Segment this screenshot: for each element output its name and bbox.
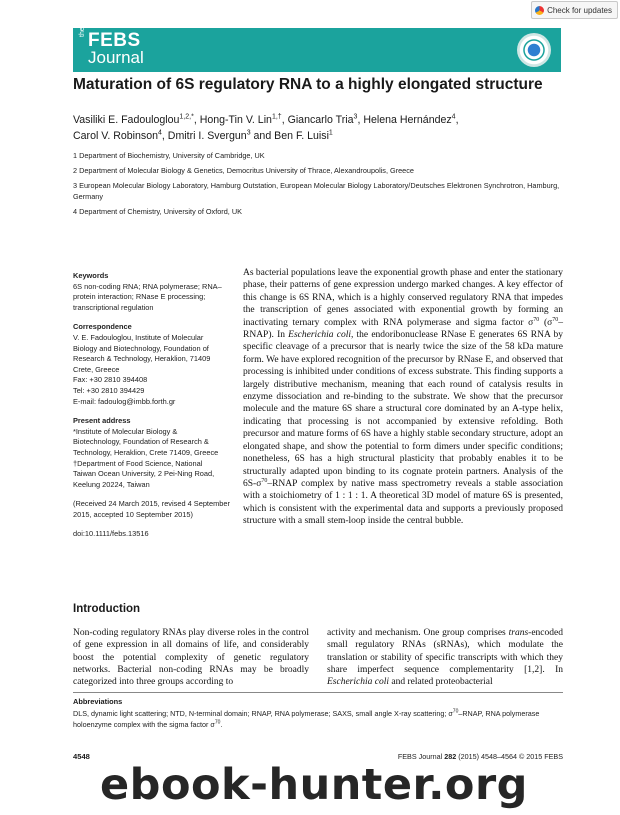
abstract-species: Escherichia coli — [288, 330, 351, 341]
abstract-text: (σ — [539, 317, 553, 328]
present-address-line: Taiwan Ocean University, 2 Pei-Ning Road, — [73, 469, 215, 479]
abbrev-text: –RNAP, RNA polymerase holoenzyme complex with the sigma factor σ — [73, 709, 540, 729]
affiliation: 3 European Molecular Biology Laboratory, Hamburg Outstation, European Molecular Biology Laboratory/Deutsches Elektronen Synchrotron, Hamburg, Germany — [73, 181, 560, 202]
intro-column-left: Non-coding regulatory RNAs play diverse roles in the control of gene expression in all domains of life, and considerably boost the potential complexity of genetic regulatory networks. Bacterial non-coding RNAs may be broadly categorized into three groups according to — [73, 628, 309, 688]
footer-copyright: (2015) 4548–4564 © 2015 FEBS — [456, 752, 563, 761]
check-for-updates-button[interactable] — [531, 1, 618, 19]
doi-link[interactable]: doi:10.1111/febs.13516 — [73, 529, 149, 539]
page-number: 4548 — [73, 752, 90, 761]
present-address-line: *Institute of Molecular Biology & — [73, 426, 178, 436]
footer-volume: 282 — [444, 752, 457, 761]
correspondence-line: Biology and Biotechnology, Foundation of — [73, 343, 209, 353]
author-affil-marker: 4 — [451, 113, 456, 121]
present-address-line: Technology, Heraklion, Crete 71409, Greece — [73, 447, 219, 457]
present-address-heading: Present address — [73, 416, 131, 426]
correspondence-line: Crete, Greece — [73, 364, 120, 374]
correspondence-tel: Tel: +30 2810 394429 — [73, 385, 145, 395]
abstract-text: –RNAP complex by native mass spectrometry reveals a stable association with a stoichiometry of 1 : 1 : 1. A theoretical 3D model of mature 6S is presented, which is consistent with the experimental data and supports a previously proposed structure with a small stem-loop inside the central bubble. — [243, 478, 563, 527]
received-dates: (Received 24 March 2015, revised 4 September 2015, accepted 10 September 2015) — [73, 499, 230, 519]
article-sidebar — [73, 271, 233, 540]
footer-journal: FEBS Journal — [397, 752, 445, 761]
abbrev-sup: 70 — [214, 719, 221, 726]
keywords-text: 6S non-coding RNA; RNA polymerase; RNA–protein interaction; RNase E processing; transcriptional regulation — [73, 281, 222, 312]
intro-text: activity and mechanism. One group comprises — [327, 628, 509, 638]
affiliation-list — [73, 150, 563, 221]
intro-text: and related proteobacterial — [389, 677, 493, 688]
correspondence-line: Research & Technology, Heraklion, 71409 — [73, 354, 211, 364]
author: Vasiliki E. Fadouloglou — [73, 114, 180, 126]
correspondence-heading: Correspondence — [73, 322, 132, 332]
author-corresponding-marker: * — [191, 113, 194, 121]
journal-header-band — [73, 28, 561, 72]
introduction-heading: Introduction — [73, 603, 141, 615]
abbreviations-divider — [73, 692, 563, 693]
affiliation: 1 Department of Biochemistry, University of Cambridge, UK — [73, 151, 265, 160]
author-affil-marker: 1,2, — [179, 113, 192, 121]
present-address-line: Biotechnology, Foundation of Research & — [73, 437, 209, 447]
abstract-text: , the endoribonuclease RNase E generates 6S RNA by specific cleavage of a precursor that is nearly twice the size of the 58 kDa mature form. We have explored recognition of the precursor by RNase E, and observed that processing is inhibited under conditions of excess substrate. This finding supports a largely distributive mechanism, meaning that each round of catalysis results in enzyme dissociation and re-binding to the substrate. We show that the precursor molecule and the mature 6S share a structural core dominated by an A-type helix, indicating that processing is not accompanied by extensive refolding. Both precursor and mature forms of 6S have a highly stable secondary structure, adopt an elongated shape, and show the potential to form dimers under specific conditions; nonetheless, 6S has a high structural plasticity that probably enables it to be structurally adapted upon binding to its cognate protein partners. Analysis of the 6S-σ — [243, 330, 563, 489]
febs-seal-icon — [517, 33, 551, 67]
author: Giancarlo Tria — [287, 114, 354, 126]
logo-journal: Journal — [88, 48, 144, 67]
abstract-sup: 70 — [533, 316, 540, 323]
abstract-sup: 70 — [261, 477, 268, 484]
author-affil-marker: 4 — [158, 129, 162, 137]
affiliation: 4 Department of Chemistry, University of Oxford, UK — [73, 207, 242, 217]
abbrev-text: DLS, dynamic light scattering; NTD, N-terminal domain; RNAP, RNA polymerase; SAXS, small angle X-ray scattering; σ — [73, 709, 453, 718]
abstract-text: As bacterial populations leave the exponential growth phase and enter the stationary phase, their patterns of gene expression undergo marked changes. A key effector of this change is 6S RNA, which is a highly conserved regulatory RNA that impedes the transcription of genes associated with exponential growth by forming an inactivating ternary complex with RNA polymerase and sigma factor σ — [243, 268, 563, 328]
intro-species: Escherichia coli — [327, 677, 389, 688]
intro-column-right — [327, 627, 563, 688]
author-affil-marker: 3 — [353, 113, 358, 121]
author-affil-marker: 1 — [328, 129, 333, 137]
author: Dmitri I. Svergun — [167, 130, 247, 142]
abstract — [243, 267, 563, 528]
correspondence-fax: Fax: +30 2810 394408 — [73, 375, 148, 385]
present-address-line: Keelung 20224, Taiwan — [73, 479, 150, 489]
author-separator: and — [250, 130, 275, 142]
author: Carol V. Robinson — [73, 130, 158, 142]
author: Hong-Tin V. Lin — [199, 114, 272, 126]
crossmark-icon — [535, 6, 544, 15]
correspondence-line: V. E. Fadouloglou, Institute of Molecular — [73, 332, 204, 342]
author-affil-marker: 3 — [246, 129, 251, 137]
abstract-sup: 70 — [552, 316, 559, 323]
abbreviations-text — [73, 708, 563, 730]
abbrev-sup: 70 — [452, 708, 459, 715]
abbrev-text: . — [220, 720, 223, 729]
affiliation: 2 Department of Molecular Biology & Genetics, Democritus University of Thrace, Alexandroupolis, Greece — [73, 166, 414, 175]
abbreviations-heading: Abbreviations — [73, 697, 123, 706]
watermark-text: ebook-hunter.org — [100, 760, 528, 810]
logo-febs: FEBS — [88, 30, 141, 51]
logo-the: the — [79, 27, 86, 37]
author: Ben F. Luisi — [274, 130, 329, 142]
author-separator: , — [281, 114, 288, 126]
author-list — [73, 112, 563, 144]
author-separator: , — [193, 114, 200, 126]
author: Helena Hernández — [363, 114, 452, 126]
check-for-updates-label: Check for updates — [547, 5, 612, 15]
author-affil-marker: 1,† — [271, 113, 282, 121]
keywords-heading: Keywords — [73, 271, 109, 280]
intro-italic: trans — [508, 628, 529, 638]
author-separator: , — [357, 114, 364, 126]
abstract-text: –RNAP). In — [243, 317, 563, 341]
intro-text: -encoded small regulatory RNAs (sRNAs), which modulate the translation or stability of specific transcripts with which they share imperfect sequence complementarity [1,2]. In — [327, 628, 563, 675]
present-address-line: †Department of Food Science, National — [73, 458, 203, 468]
article-title: Maturation of 6S regulatory RNA to a highly elongated structure — [73, 76, 543, 93]
author-separator: , — [161, 130, 168, 142]
correspondence-email[interactable]: E-mail: fadoulog@imbb.forth.gr — [73, 396, 176, 406]
author-separator: , — [455, 114, 459, 126]
